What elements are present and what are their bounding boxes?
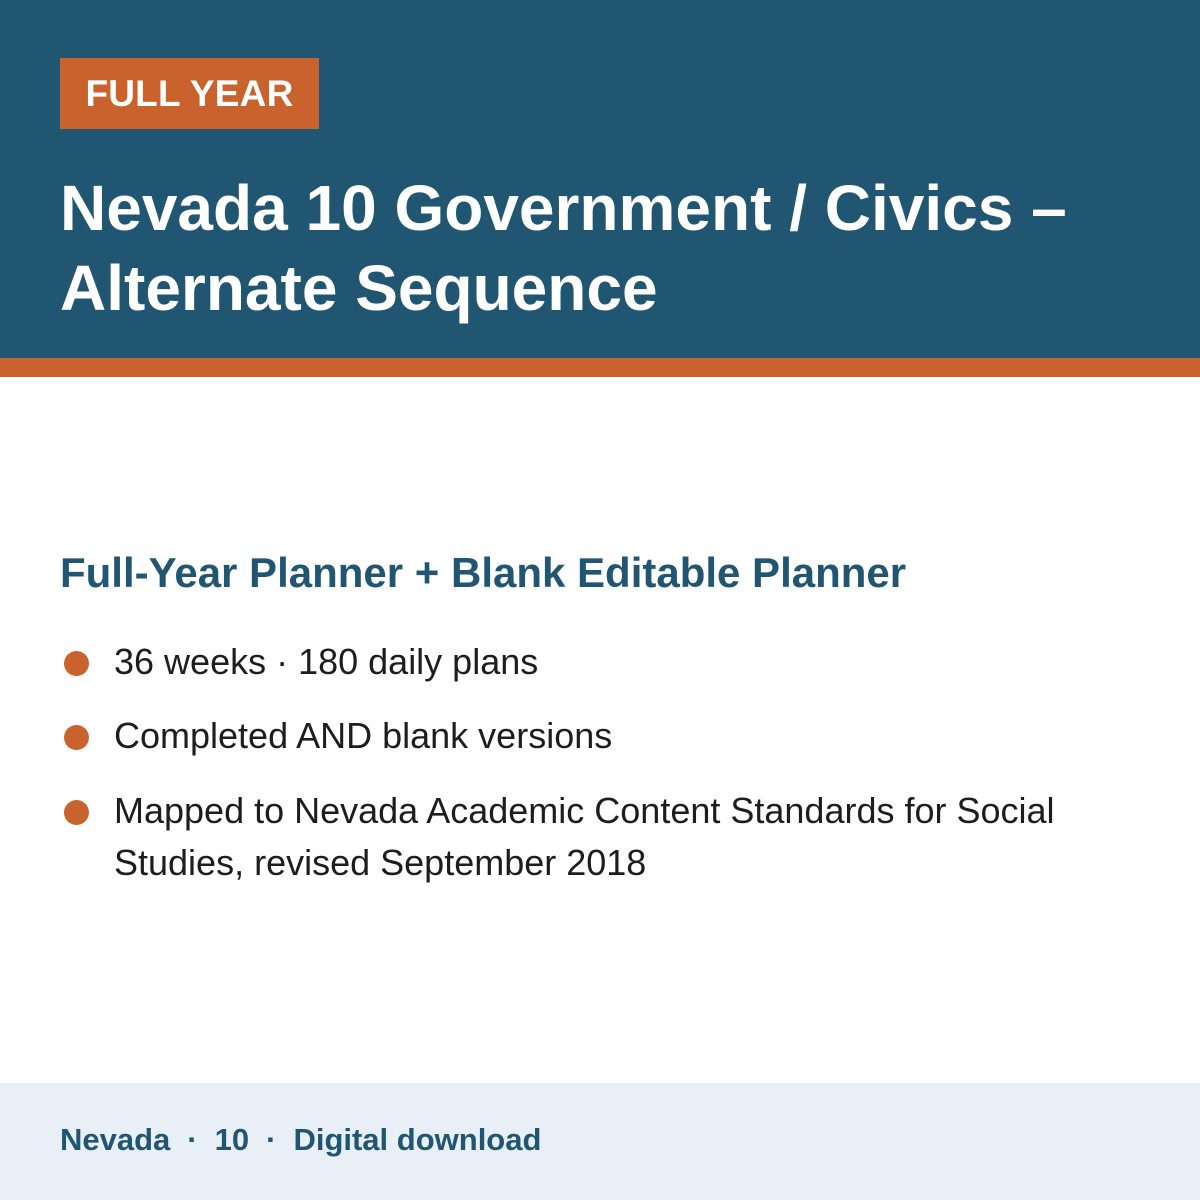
bullet-dot-icon bbox=[64, 651, 89, 676]
footer-meta bbox=[60, 1120, 541, 1160]
page-title: Nevada 10 Government / Civics – Alternate Sequence bbox=[60, 172, 1067, 324]
full-year-badge: FULL YEAR bbox=[60, 58, 319, 129]
bullet-dot-icon bbox=[64, 725, 89, 750]
header-banner bbox=[0, 0, 1200, 358]
footer-state: Nevada bbox=[60, 1122, 171, 1157]
footer-grade: 10 bbox=[214, 1122, 250, 1157]
bullet-dot-icon bbox=[64, 800, 89, 825]
product-subtitle: Full-Year Planner + Blank Editable Planner bbox=[60, 549, 907, 596]
footer-separator: · bbox=[187, 1122, 198, 1157]
footer-bar bbox=[0, 1083, 1200, 1200]
accent-stripe bbox=[0, 358, 1200, 377]
footer-separator: · bbox=[266, 1122, 277, 1157]
list-item-text: 36 weeks · 180 daily plans bbox=[114, 641, 539, 682]
footer-format: Digital download bbox=[293, 1122, 542, 1157]
list-item-text: Completed AND blank versions bbox=[114, 715, 613, 756]
list-item-text: Mapped to Nevada Academic Content Standards for Social Studies, revised September 2018 bbox=[114, 790, 1055, 883]
